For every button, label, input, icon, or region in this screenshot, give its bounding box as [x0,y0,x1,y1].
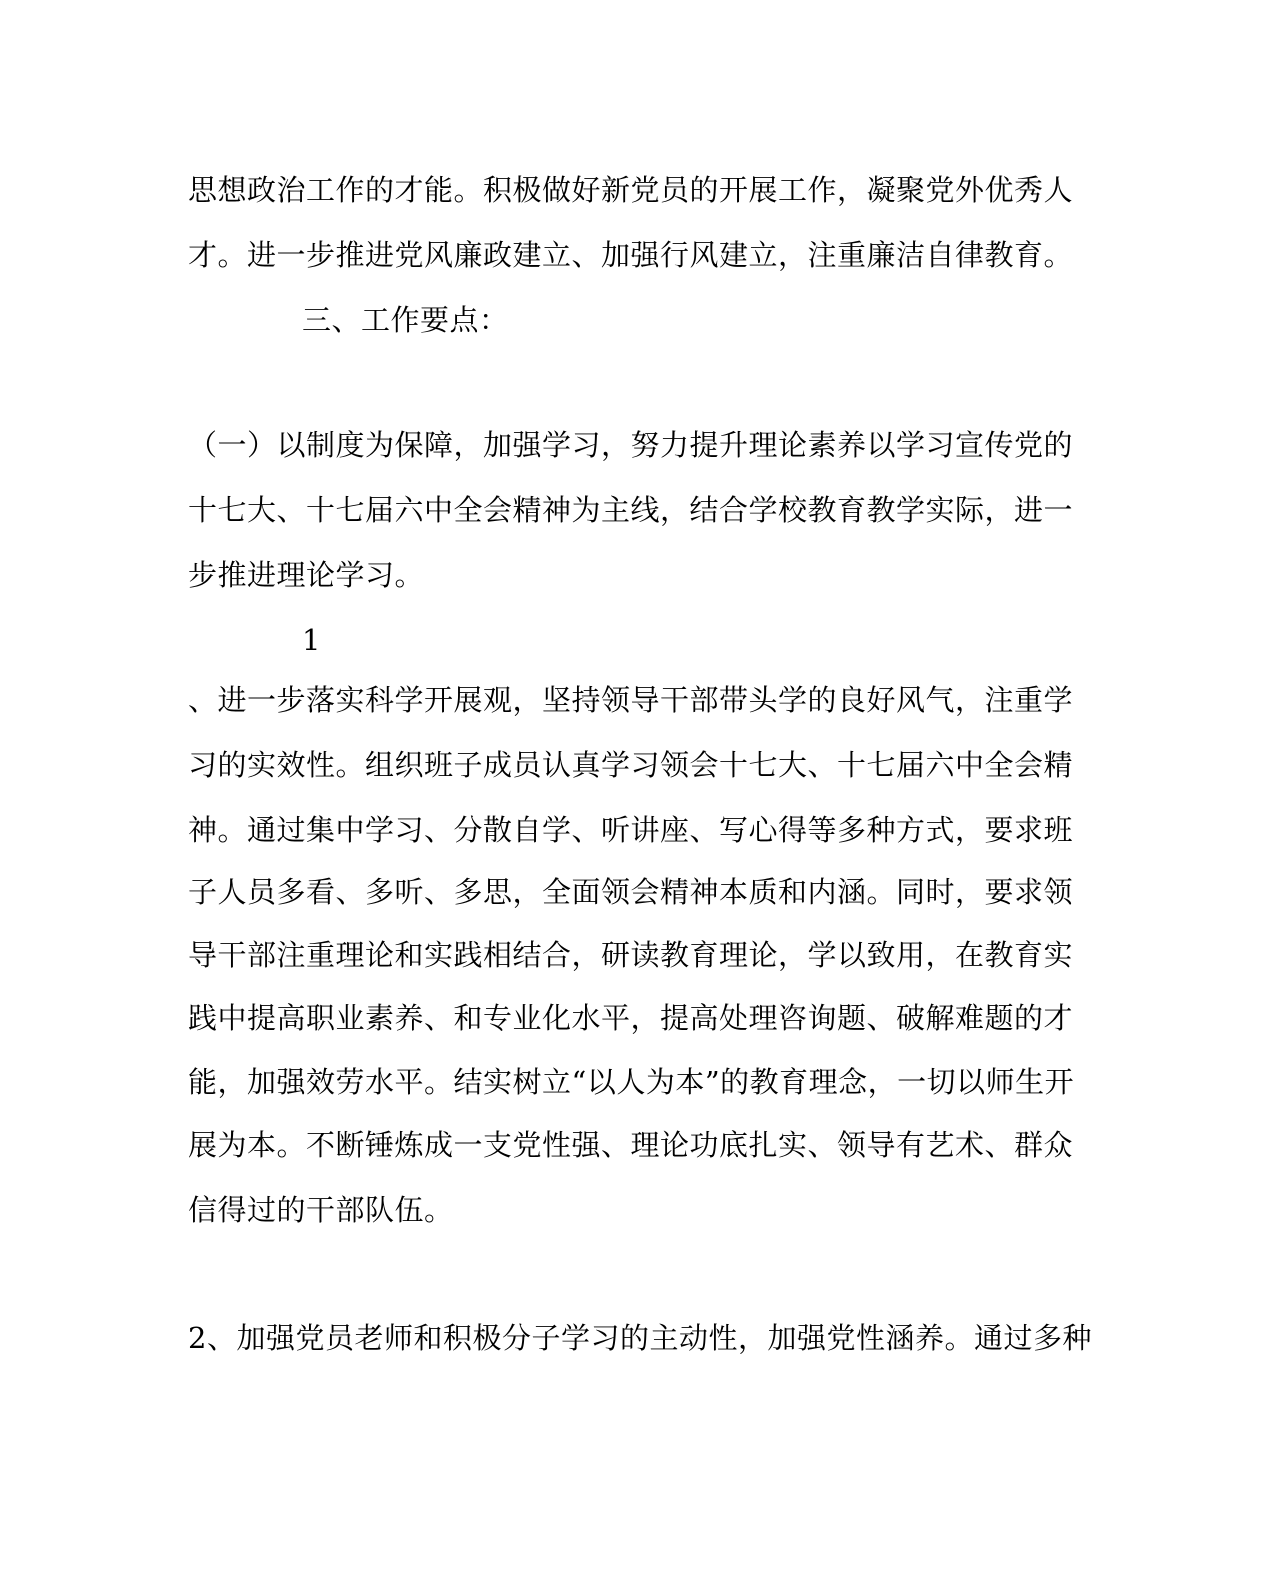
text-line: 信得过的干部队伍。 [188,1193,454,1227]
text-line: 、进一步落实科学开展观，坚持领导干部带头学的良好风气，注重学 [188,683,1074,717]
text-line: 神。通过集中学习、分散自学、听讲座、写心得等多种方式，要求班 [188,813,1074,847]
text-line: 子人员多看、多听、多思，全面领会精神本质和内涵。同时，要求领 [188,875,1074,909]
text-line: 才。进一步推进党风廉政建立、加强行风建立，注重廉洁自律教育。 [188,238,1074,272]
text-line: 十七大、十七届六中全会精神为主线，结合学校教育教学实际，进一 [188,493,1074,527]
text-line: （一）以制度为保障，加强学习，努力提升理论素养以学习宣传党的 [188,428,1074,462]
text-line: 能，加强效劳水平。结实树立“以人为本”的教育理念，一切以师生开 [188,1065,1075,1099]
text-line: 践中提高职业素养、和专业化水平，提高处理咨询题、破解难题的才 [188,1001,1074,1035]
item-number: 1 [302,623,321,657]
text-line: 思想政治工作的才能。积极做好新党员的开展工作，凝聚党外优秀人 [188,173,1074,207]
text-line: 展为本。不断锤炼成一支党性强、理论功底扎实、领导有艺术、群众 [188,1128,1074,1162]
section-heading: 三、工作要点： [302,303,509,337]
text-line: 习的实效性。组织班子成员认真学习领会十七大、十七届六中全会精 [188,748,1074,782]
text-line: 导干部注重理论和实践相结合，研读教育理论，学以致用，在教育实 [188,938,1074,972]
text-line: 步推进理论学习。 [188,558,425,592]
text-line: 2、加强党员老师和积极分子学习的主动性，加强党性涵养。通过多种 [188,1321,1092,1355]
